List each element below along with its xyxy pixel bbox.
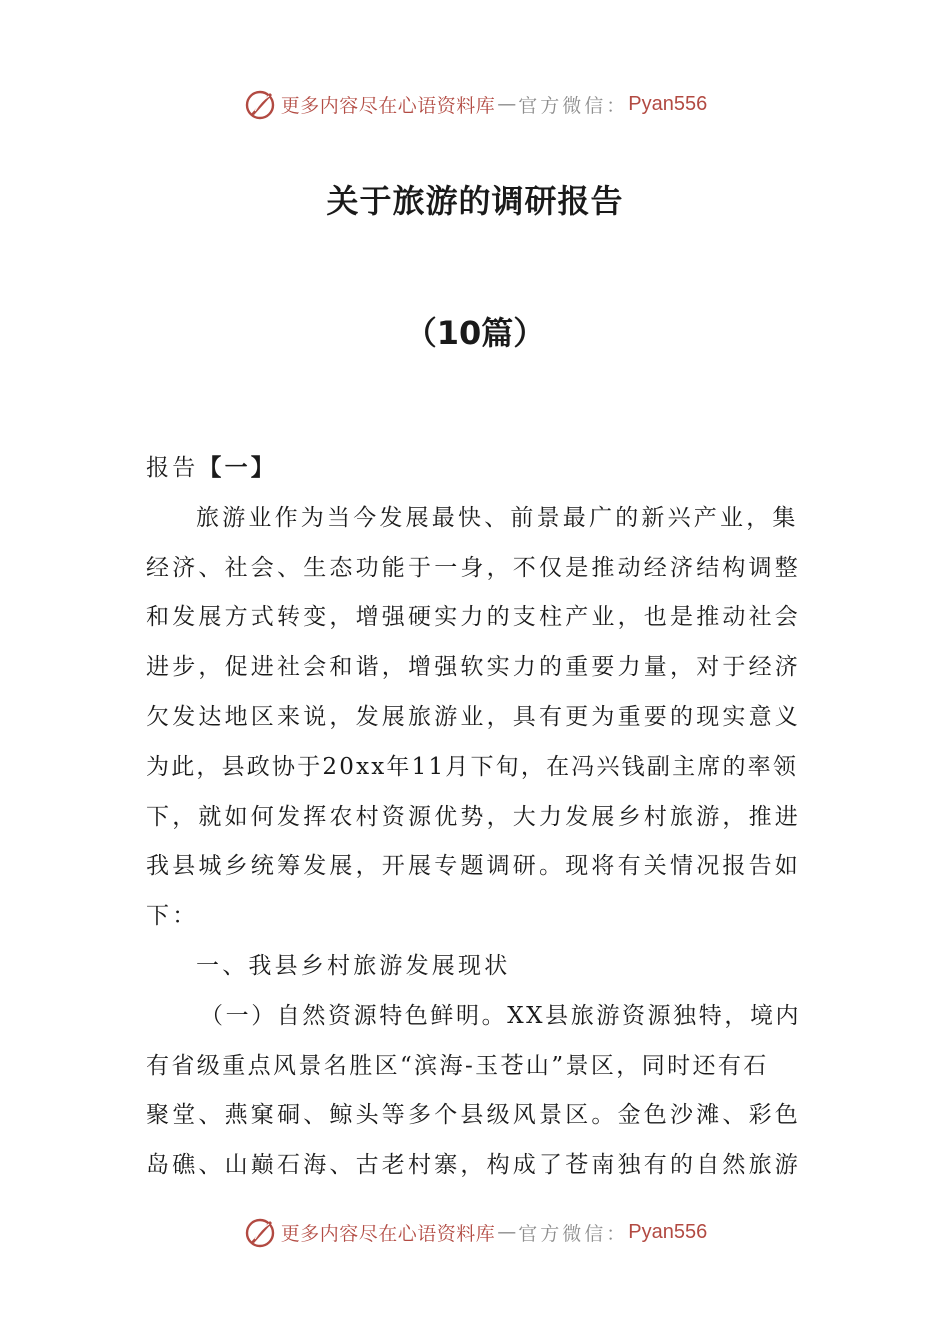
document-body — [146, 444, 806, 1191]
header-watermark-banner — [0, 84, 950, 124]
section-label: 报告 — [146, 455, 199, 481]
document-subtitle: （10篇） — [404, 314, 546, 352]
paragraph-line: 有省级重点风景名胜区“滨海-玉苍山”景区，同时还有石 — [146, 1052, 769, 1079]
paragraph-line: 岛礁、山巅石海、古老村寨，构成了苍南独有的自然旅游 — [146, 1152, 801, 1179]
paragraph-line: 欠发达地区来说，发展旅游业，具有更为重要的现实意义 — [146, 703, 801, 730]
subheading-line: 一、我县乡村旅游发展现状 — [196, 952, 511, 979]
watermark-wechat-id: Pyan556 — [628, 92, 708, 115]
watermark-dash: — — [497, 1221, 517, 1243]
watermark-label: 官方微信： — [518, 1222, 629, 1245]
watermark-text: 更多内容尽在心语资料库 — [280, 94, 496, 117]
paragraph-line: 为此，县政协于20xx年11月下旬，在冯兴钱副主席的率领 — [146, 753, 799, 780]
paragraph-line: 下： — [146, 903, 199, 930]
paragraph-line: 我县城乡统筹发展，开展专题调研。现将有关情况报告如 — [146, 853, 801, 880]
paragraph-line: 旅游业作为当今发展最快、前景最广的新兴产业，集 — [196, 504, 799, 531]
section-heading — [146, 444, 806, 494]
watermark-text: 更多内容尽在心语资料库 — [280, 1222, 496, 1245]
quill-logo-icon — [243, 87, 277, 121]
paragraph-line: 和发展方式转变，增强硬实力的支柱产业，也是推动社会 — [146, 604, 801, 631]
paragraph-line: 进步，促进社会和谐，增强软实力的重要力量，对于经济 — [146, 654, 801, 681]
paragraph-line: 经济、社会、生态功能于一身，不仅是推动经济结构调整 — [146, 554, 801, 581]
paragraph-line: 聚堂、燕窠硐、鲸头等多个县级风景区。金色沙滩、彩色 — [146, 1102, 801, 1129]
paragraph-line: （一）自然资源特色鲜明。XX县旅游资源独特，境内 — [200, 1002, 802, 1029]
paragraph-line: 下，就如何发挥农村资源优势，大力发展乡村旅游，推进 — [146, 803, 801, 830]
footer-watermark-banner — [0, 1212, 950, 1252]
document-title: 关于旅游的调研报告 — [326, 182, 624, 220]
quill-logo-icon — [243, 1215, 277, 1249]
watermark-wechat-id: Pyan556 — [628, 1220, 708, 1243]
watermark-label: 官方微信： — [518, 94, 629, 117]
watermark-dash: — — [497, 93, 517, 115]
section-number: 【一】 — [198, 455, 278, 481]
